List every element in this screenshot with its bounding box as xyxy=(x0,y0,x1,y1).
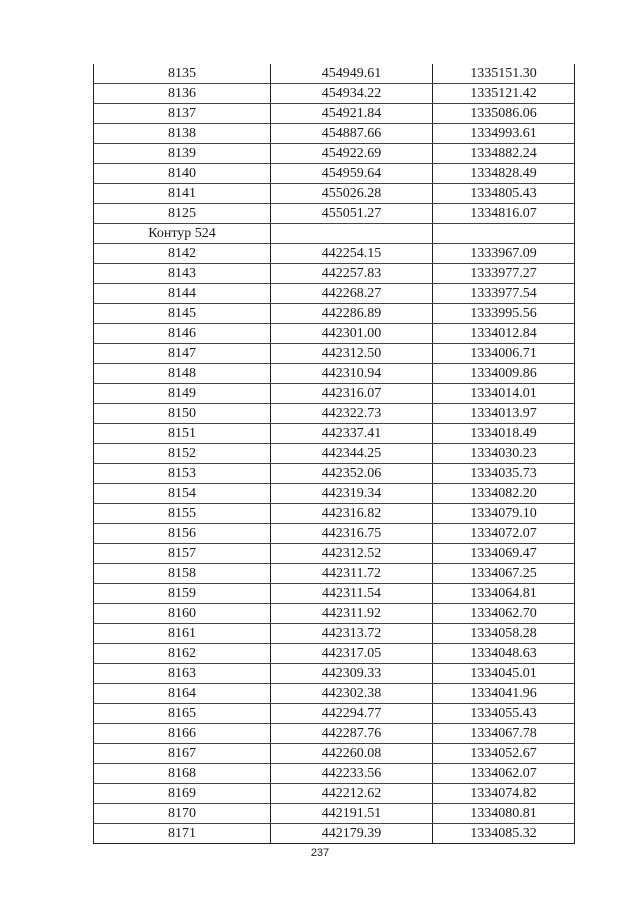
x-coordinate-cell: 442312.52 xyxy=(271,544,433,564)
point-number-cell: 8154 xyxy=(94,484,271,504)
point-number-cell: 8155 xyxy=(94,504,271,524)
point-number-cell: 8136 xyxy=(94,84,271,104)
table-row xyxy=(94,104,575,124)
point-number-cell: 8169 xyxy=(94,784,271,804)
table-row xyxy=(94,164,575,184)
table-row xyxy=(94,304,575,324)
y-coordinate-cell: 1334067.25 xyxy=(433,564,575,584)
point-number-cell: 8142 xyxy=(94,244,271,264)
y-coordinate-cell: 1334058.28 xyxy=(433,624,575,644)
x-coordinate-cell: 442294.77 xyxy=(271,704,433,724)
y-coordinate-cell: 1334079.10 xyxy=(433,504,575,524)
x-coordinate-cell: 442313.72 xyxy=(271,624,433,644)
x-coordinate-cell: 442344.25 xyxy=(271,444,433,464)
coordinates-table-body xyxy=(94,64,575,844)
table-row xyxy=(94,324,575,344)
x-coordinate-cell: 442316.07 xyxy=(271,384,433,404)
y-coordinate-cell: 1334006.71 xyxy=(433,344,575,364)
y-coordinate-cell: 1334067.78 xyxy=(433,724,575,744)
table-row xyxy=(94,384,575,404)
y-coordinate-cell: 1334882.24 xyxy=(433,144,575,164)
x-coordinate-cell: 455026.28 xyxy=(271,184,433,204)
x-coordinate-cell: 442319.34 xyxy=(271,484,433,504)
section-label: Контур 524 xyxy=(94,224,271,244)
point-number-cell: 8148 xyxy=(94,364,271,384)
table-row xyxy=(94,504,575,524)
y-coordinate-cell: 1334805.43 xyxy=(433,184,575,204)
x-coordinate-cell: 442309.33 xyxy=(271,664,433,684)
y-coordinate-cell: 1335151.30 xyxy=(433,64,575,84)
table-row xyxy=(94,344,575,364)
x-coordinate-cell: 442310.94 xyxy=(271,364,433,384)
point-number-cell: 8171 xyxy=(94,824,271,844)
point-number-cell: 8145 xyxy=(94,304,271,324)
x-coordinate-cell: 442286.89 xyxy=(271,304,433,324)
point-number-cell: 8143 xyxy=(94,264,271,284)
y-coordinate-cell: 1334080.81 xyxy=(433,804,575,824)
point-number-cell: 8166 xyxy=(94,724,271,744)
point-number-cell: 8153 xyxy=(94,464,271,484)
point-number-cell: 8139 xyxy=(94,144,271,164)
table-row xyxy=(94,624,575,644)
x-coordinate-cell: 442337.41 xyxy=(271,424,433,444)
empty-cell xyxy=(271,224,433,244)
table-row xyxy=(94,544,575,564)
point-number-cell: 8159 xyxy=(94,584,271,604)
x-coordinate-cell: 442352.06 xyxy=(271,464,433,484)
point-number-cell: 8163 xyxy=(94,664,271,684)
y-coordinate-cell: 1334045.01 xyxy=(433,664,575,684)
table-row xyxy=(94,184,575,204)
table-row xyxy=(94,824,575,844)
point-number-cell: 8170 xyxy=(94,804,271,824)
x-coordinate-cell: 442312.50 xyxy=(271,344,433,364)
y-coordinate-cell: 1334816.07 xyxy=(433,204,575,224)
point-number-cell: 8150 xyxy=(94,404,271,424)
table-row xyxy=(94,744,575,764)
y-coordinate-cell: 1334828.49 xyxy=(433,164,575,184)
point-number-cell: 8152 xyxy=(94,444,271,464)
y-coordinate-cell: 1334055.43 xyxy=(433,704,575,724)
x-coordinate-cell: 442179.39 xyxy=(271,824,433,844)
point-number-cell: 8146 xyxy=(94,324,271,344)
table-row xyxy=(94,284,575,304)
table-row xyxy=(94,564,575,584)
y-coordinate-cell: 1333967.09 xyxy=(433,244,575,264)
y-coordinate-cell: 1334062.70 xyxy=(433,604,575,624)
y-coordinate-cell: 1333977.27 xyxy=(433,264,575,284)
x-coordinate-cell: 442301.00 xyxy=(271,324,433,344)
x-coordinate-cell: 454921.84 xyxy=(271,104,433,124)
x-coordinate-cell: 442191.51 xyxy=(271,804,433,824)
point-number-cell: 8161 xyxy=(94,624,271,644)
point-number-cell: 8125 xyxy=(94,204,271,224)
table-row xyxy=(94,784,575,804)
y-coordinate-cell: 1334064.81 xyxy=(433,584,575,604)
section-row xyxy=(94,224,575,244)
table-row xyxy=(94,264,575,284)
page-number: 237 xyxy=(310,847,330,859)
y-coordinate-cell: 1334082.20 xyxy=(433,484,575,504)
y-coordinate-cell: 1334069.47 xyxy=(433,544,575,564)
table-row xyxy=(94,404,575,424)
y-coordinate-cell: 1334085.32 xyxy=(433,824,575,844)
x-coordinate-cell: 442260.08 xyxy=(271,744,433,764)
empty-cell xyxy=(433,224,575,244)
x-coordinate-cell: 454949.61 xyxy=(271,64,433,84)
x-coordinate-cell: 442322.73 xyxy=(271,404,433,424)
point-number-cell: 8160 xyxy=(94,604,271,624)
point-number-cell: 8162 xyxy=(94,644,271,664)
x-coordinate-cell: 442212.62 xyxy=(271,784,433,804)
table-row xyxy=(94,724,575,744)
table-row xyxy=(94,704,575,724)
y-coordinate-cell: 1334013.97 xyxy=(433,404,575,424)
point-number-cell: 8157 xyxy=(94,544,271,564)
table-row xyxy=(94,684,575,704)
y-coordinate-cell: 1334014.01 xyxy=(433,384,575,404)
point-number-cell: 8156 xyxy=(94,524,271,544)
x-coordinate-cell: 442287.76 xyxy=(271,724,433,744)
coordinates-table xyxy=(93,64,575,844)
table-row xyxy=(94,364,575,384)
y-coordinate-cell: 1334072.07 xyxy=(433,524,575,544)
point-number-cell: 8147 xyxy=(94,344,271,364)
point-number-cell: 8167 xyxy=(94,744,271,764)
y-coordinate-cell: 1335121.42 xyxy=(433,84,575,104)
y-coordinate-cell: 1334035.73 xyxy=(433,464,575,484)
x-coordinate-cell: 442233.56 xyxy=(271,764,433,784)
table-row xyxy=(94,804,575,824)
table-row xyxy=(94,464,575,484)
point-number-cell: 8141 xyxy=(94,184,271,204)
y-coordinate-cell: 1334018.49 xyxy=(433,424,575,444)
y-coordinate-cell: 1334012.84 xyxy=(433,324,575,344)
x-coordinate-cell: 454959.64 xyxy=(271,164,433,184)
table-row xyxy=(94,764,575,784)
table-row xyxy=(94,664,575,684)
x-coordinate-cell: 455051.27 xyxy=(271,204,433,224)
table-row xyxy=(94,604,575,624)
point-number-cell: 8144 xyxy=(94,284,271,304)
x-coordinate-cell: 442311.72 xyxy=(271,564,433,584)
table-row xyxy=(94,144,575,164)
table-row xyxy=(94,64,575,84)
table-row xyxy=(94,484,575,504)
x-coordinate-cell: 454887.66 xyxy=(271,124,433,144)
point-number-cell: 8140 xyxy=(94,164,271,184)
y-coordinate-cell: 1333995.56 xyxy=(433,304,575,324)
x-coordinate-cell: 442316.75 xyxy=(271,524,433,544)
y-coordinate-cell: 1334009.86 xyxy=(433,364,575,384)
point-number-cell: 8168 xyxy=(94,764,271,784)
x-coordinate-cell: 454922.69 xyxy=(271,144,433,164)
x-coordinate-cell: 442257.83 xyxy=(271,264,433,284)
y-coordinate-cell: 1334048.63 xyxy=(433,644,575,664)
y-coordinate-cell: 1334993.61 xyxy=(433,124,575,144)
x-coordinate-cell: 442317.05 xyxy=(271,644,433,664)
table-row xyxy=(94,524,575,544)
y-coordinate-cell: 1335086.06 xyxy=(433,104,575,124)
table-row xyxy=(94,204,575,224)
table-row xyxy=(94,124,575,144)
point-number-cell: 8165 xyxy=(94,704,271,724)
x-coordinate-cell: 442316.82 xyxy=(271,504,433,524)
point-number-cell: 8164 xyxy=(94,684,271,704)
table-row xyxy=(94,424,575,444)
table-row xyxy=(94,244,575,264)
y-coordinate-cell: 1334074.82 xyxy=(433,784,575,804)
point-number-cell: 8149 xyxy=(94,384,271,404)
point-number-cell: 8135 xyxy=(94,64,271,84)
x-coordinate-cell: 442311.92 xyxy=(271,604,433,624)
y-coordinate-cell: 1333977.54 xyxy=(433,284,575,304)
table-row xyxy=(94,444,575,464)
y-coordinate-cell: 1334041.96 xyxy=(433,684,575,704)
y-coordinate-cell: 1334030.23 xyxy=(433,444,575,464)
point-number-cell: 8138 xyxy=(94,124,271,144)
table-row xyxy=(94,584,575,604)
x-coordinate-cell: 442268.27 xyxy=(271,284,433,304)
table-row xyxy=(94,644,575,664)
point-number-cell: 8137 xyxy=(94,104,271,124)
y-coordinate-cell: 1334052.67 xyxy=(433,744,575,764)
x-coordinate-cell: 442302.38 xyxy=(271,684,433,704)
table-row xyxy=(94,84,575,104)
x-coordinate-cell: 454934.22 xyxy=(271,84,433,104)
point-number-cell: 8151 xyxy=(94,424,271,444)
point-number-cell: 8158 xyxy=(94,564,271,584)
x-coordinate-cell: 442254.15 xyxy=(271,244,433,264)
x-coordinate-cell: 442311.54 xyxy=(271,584,433,604)
y-coordinate-cell: 1334062.07 xyxy=(433,764,575,784)
